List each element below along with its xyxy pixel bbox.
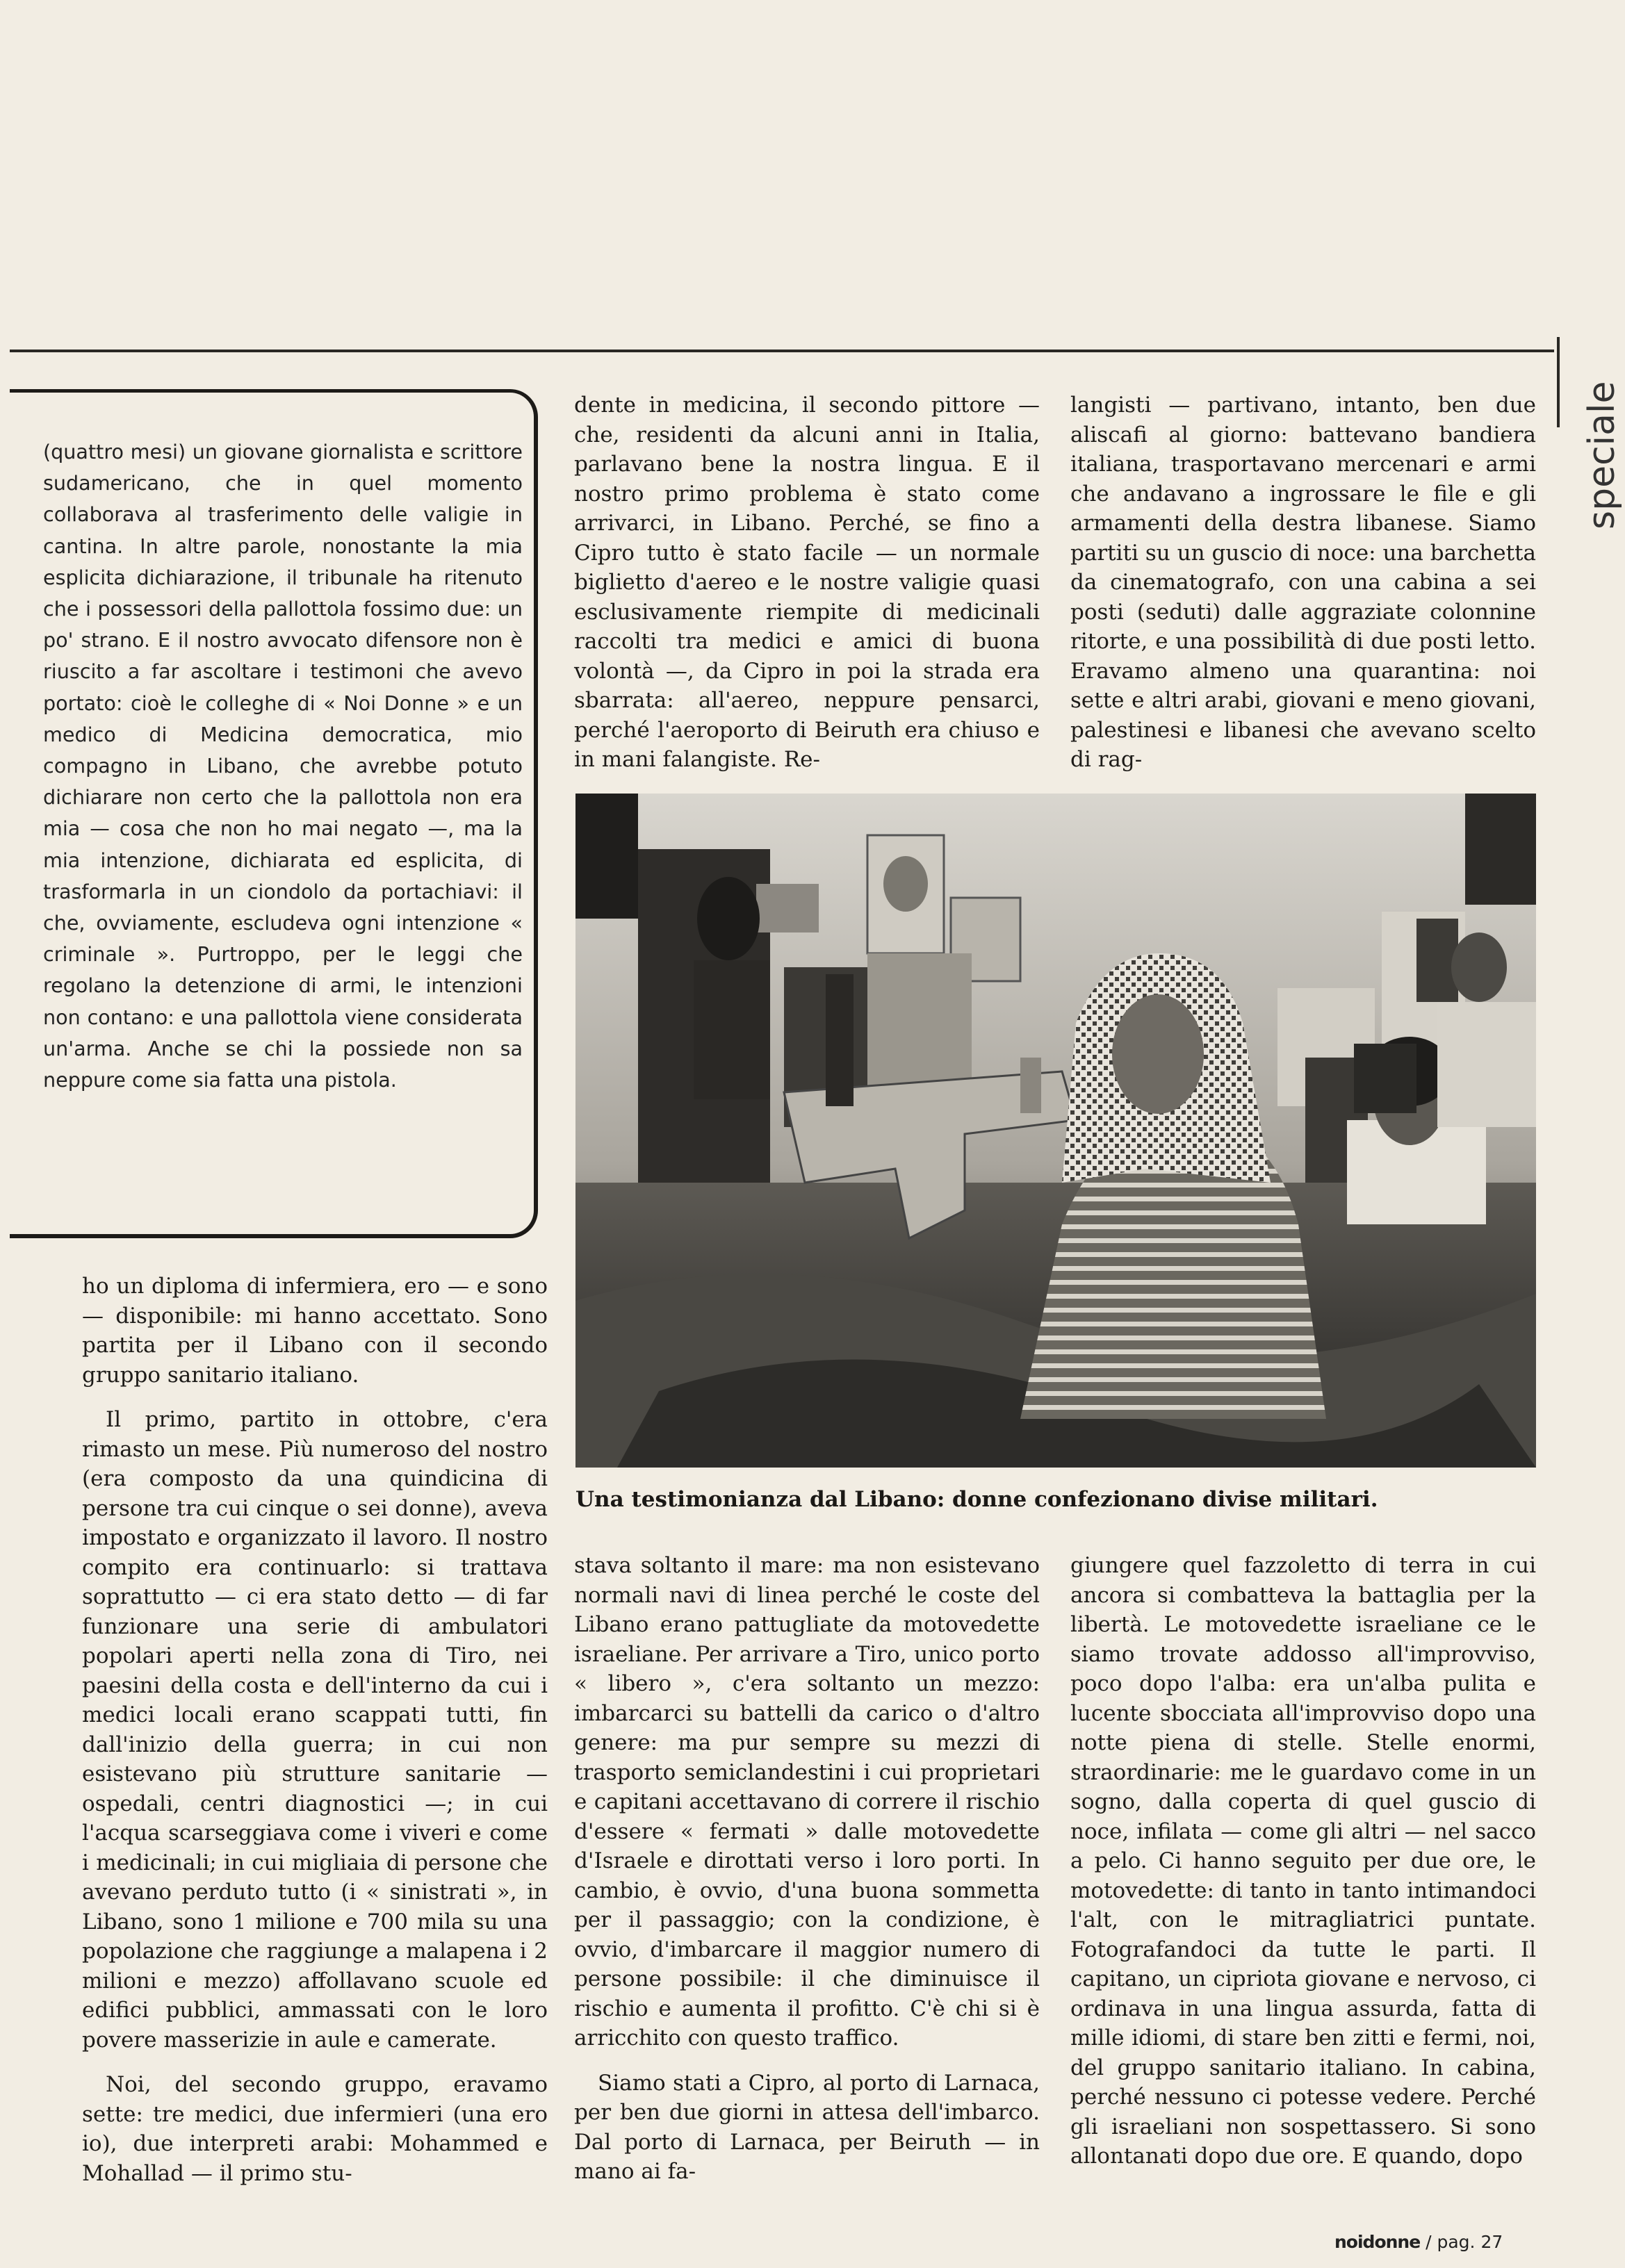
column-3-bottom [1070,1551,1536,2171]
magazine-name: noidonne [1334,2232,1421,2252]
paragraph: giungere quel fazzoletto di terra in cui ancora si combatteva la battaglia per la libertà. Le motovedette israeliane ce le siamo trovate addosso all'improvviso, poco dopo l'alba: era un'alba pulita e lucente sbocciata all'improvviso dopo una notte piena di stelle. Stelle enormi, straordinarie: me le guardavo come in un sogno, dalla coperta di quel guscio di noce, infilata — come gli altri — nel sacco a pelo. Ci hanno seguito per due ore, le motovedette: di tanto in tanto intimandoci l'alt, con le mitragliatrici puntate. Fotografandoci da tutte le parti. Il capitano, un cipriota giovane e nervoso, ci ordinava in una lingua assurda, fatta di mille idiomi, di stare ben zitti e fermi, noi, del gruppo sanitario italiano. In cabina, perché nessuno ci potesse vedere. Perché gli israeliani non sospettassero. Si sono allontanati dopo due ore. E quando, dopo [1070,1553,1536,2169]
column-2-top [574,391,1040,775]
column-2-bottom [574,1551,1040,2187]
column-1-bottom [82,1272,548,2188]
section-label: speciale [1581,381,1623,529]
column-3-top [1070,391,1536,775]
paragraph: langisti — partivano, intanto, ben due aliscafi al giorno: battevano bandiera italiana, trasportavano mercenari e armi che andavano a ingrossare le file e gli armamenti della destra libanese. Siamo partiti su un guscio di noce: una barchetta da cinematografo, con una cabina a sei posti (seduti) dalle aggraziate colonnine ritorte, e una possibilità di due posti letto. Eravamo almeno una quarantina: noi sette e altri arabi, giovani e meno giovani, palestinesi e libanesi che avevano scelto di rag- [1070,393,1536,772]
page-footer [1334,2232,1503,2252]
paragraph: Noi, del secondo gruppo, eravamo sette: tre medici, due infermieri (una ero io), due interpreti arabi: Mohammed e Mohallad — il primo stu- [82,2072,548,2186]
paragraph: Il primo, partito in ottobre, c'era rimasto un mese. Più numeroso del nostro (era composto da una quindicina di persone tra cui cinque o sei donne), aveva impostato e organizzato il lavoro. Il nostro compito era continuarlo: si trattava soprattutto — ci era stato detto — di far funzionare una serie di ambulatori popolari aperti nella zona di Tiro, nei paesini della costa e dell'interno da cui i medici locali erano scappati tutti, fin dall'inizio della guerra; in cui non esistevano più strutture sanitarie — ospedali, centri diagnostici —; in cui l'acqua scarseggiava come i viveri e come i medicinali; in cui migliaia di persone che avevano perduto tutto (i « sinistrati », in Libano, sono 1 milione e 700 mila su una popolazione che raggiunge a malapena i 2 milioni e mezzo) affollavano scuole ed edifici pubblici, ammassati con le loro povere masserizie in aule e camerate. [82,1407,548,2053]
header-rule [10,350,1554,352]
paragraph: stava soltanto il mare: ma non esistevano normali navi di linea perché le coste del Libano erano pattugliate da motovedette israeliane. Per arrivare a Tiro, unico porto « libero », c'era soltanto un mezzo: imbarcarci su battelli da carico o d'altro genere: ma pur sempre su mezzi di trasporto semiclandestini i cui proprietari e capitani accettavano di correre il rischio d'essere « fermati » dalle motovedette d'Israele e dirottati verso i loro porti. In cambio, è ovvio, d'una buona sommetta per il passaggio; con la condizione, è ovvio, d'imbarcare il maggior numero di persone possibile: il che diminuisce il rischio e aumenta il profitto. C'è chi si è arricchito con questo traffico. [574,1553,1040,2051]
paragraph: ho un diploma di infermiera, ero — e sono — disponibile: mi hanno accettato. Sono partita per il Libano con il secondo gruppo sanitario italiano. [82,1274,548,1388]
paragraph: dente in medicina, il secondo pittore — che, residenti da alcuni anni in Italia, parlavano bene la nostra lingua. E il nostro primo problema è stato come arrivarci, in Libano. Perché, se fino a Cipro tutto è stato facile — un normale biglietto d'aereo e le nostre valigie quasi esclusivamente riempite di medicinali raccolti tra medici e amici di buona volontà —, da Cipro in poi la strada era sbarrata: all'aereo, neppure pensarci, perché l'aeroporto di Beiruth era chiuso e in mani falangiste. Re- [574,393,1040,772]
paragraph: Siamo stati a Cipro, al porto di Larnaca, per ben due giorni in attesa dell'imbarco. Dal porto di Larnaca, per Beiruth — in mano ai fa- [574,2070,1040,2184]
photo-caption: Una testimonianza dal Libano: donne confezionano divise militari. [575,1487,1378,1512]
photo-women-sewing [575,794,1536,1468]
sidebar-box-text: (quattro mesi) un giovane giornalista e scrittore sudamericano, che in quel momento collaborava al trasferimento delle valigie in cantina. In altre parole, nonostante la mia esplicita dichiarazione, il tribunale ha ritenuto che i possessori della pallottola fossimo due: un po' strano. E il nostro avvocato difensore non è riuscito a far ascoltare i testimoni che avevo portato: cioè le colleghe di « Noi Donne » e un medico di Medicina democratica, mio compagno in Libano, che avrebbe potuto dichiarare non certo che la pallottola non era mia — cosa che non ho mai negato —, ma la mia intenzione, dichiarata ed esplicita, di trasformarla in un ciondolo da portachiavi: il che, ovviamente, escludeva ogni intenzione « criminale ». Purtroppo, per le leggi che regolano la detenzione di armi, le intenzioni non contano: e una pallottola viene considerata un'arma. Anche se chi la possiede non sa neppure come sia fatta una pistola. [43,440,523,1092]
photo-image [575,794,1536,1468]
page-number: / pag. 27 [1426,2232,1503,2252]
section-label-rule [1557,337,1560,427]
